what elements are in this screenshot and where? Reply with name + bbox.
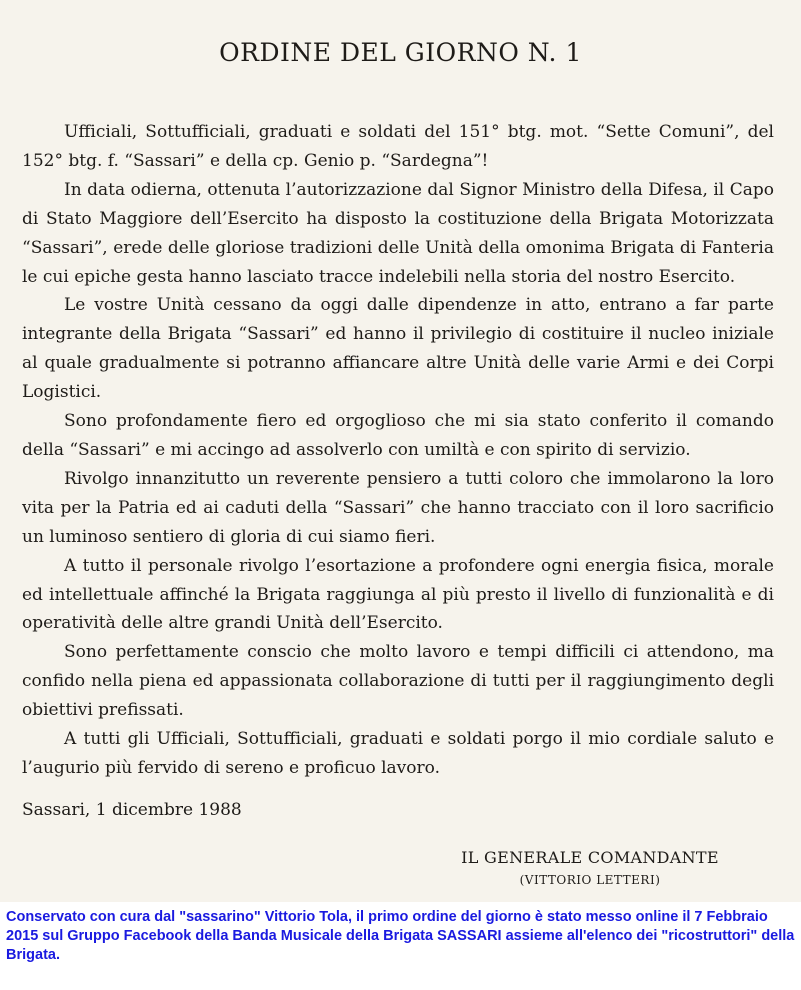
document-title: ORDINE DEL GIORNO N. 1 [219, 38, 582, 67]
paragraph: Rivolgo innanzitutto un reverente pensiero a tutti coloro che immolarono la loro vita per la Patria ed ai caduti della “Sassari” che hanno tracciato con il loro sacrificio un luminoso sentiero di gloria di cui siamo fieri. [22, 468, 774, 547]
place-date: Sassari, 1 dicembre 1988 [22, 800, 242, 820]
document-body [22, 118, 774, 783]
paragraph: Sono perfettamente conscio che molto lavoro e tempi difficili ci attendono, ma confido nella piena ed appassionata collaborazione di tutti per il raggiungimento degli obiettivi prefissati. [22, 642, 774, 721]
paragraph: Le vostre Unità cessano da oggi dalle dipendenze in atto, entrano a far parte integrante della Brigata “Sassari” ed hanno il privilegio di costituire il nucleo iniziale al quale gradualmente si potranno affiancare altre Unità delle varie Armi e dei Corpi Logistici. [22, 295, 774, 403]
paragraph: In data odierna, ottenuta l’autorizzazione dal Signor Ministro della Difesa, il Capo di Stato Maggiore dell’Esercito ha disposto la costituzione della Brigata Motorizzata “Sassari”, erede delle gloriose tradizioni delle Unità della omonima Brigata di Fanteria le cui epiche gesta hanno lasciato tracce indelebili nella storia del nostro Esercito. [22, 179, 774, 287]
caption-text: Conservato con cura dal "sassarino" Vittorio Tola, il primo ordine del giorno è stato messo online il 7 Febbraio 2015 sul Gruppo Facebook della Banda Musicale della Brigata SASSARI assieme all'elenco dei "ricostruttori" della Brigata. [6, 909, 795, 963]
signature-name: (VITTORIO LETTERI) [519, 873, 661, 887]
paragraph: A tutto il personale rivolgo l’esortazione a profondere ogni energia fisica, morale ed intellettuale affinché la Brigata raggiunga al più presto il livello di funzionalità e di operatività delle altre grandi Unità dell’Esercito. [22, 555, 774, 634]
signature-block [440, 848, 740, 887]
signature-title: IL GENERALE COMANDANTE [461, 848, 719, 867]
paragraph: A tutti gli Ufficiali, Sottufficiali, graduati e soldati porgo il mio cordiale saluto e l’augurio più fervido di sereno e proficuo lavoro. [22, 729, 774, 778]
paragraph: Sono profondamente fiero ed orgoglioso che mi sia stato conferito il comando della “Sassari” e mi accingo ad assolverlo con umiltà e con spirito di servizio. [22, 411, 774, 460]
paragraph: Ufficiali, Sottufficiali, graduati e soldati del 151° btg. mot. “Sette Comuni”, del 152° btg. f. “Sassari” e della cp. Genio p. “Sardegna”! [22, 122, 774, 171]
